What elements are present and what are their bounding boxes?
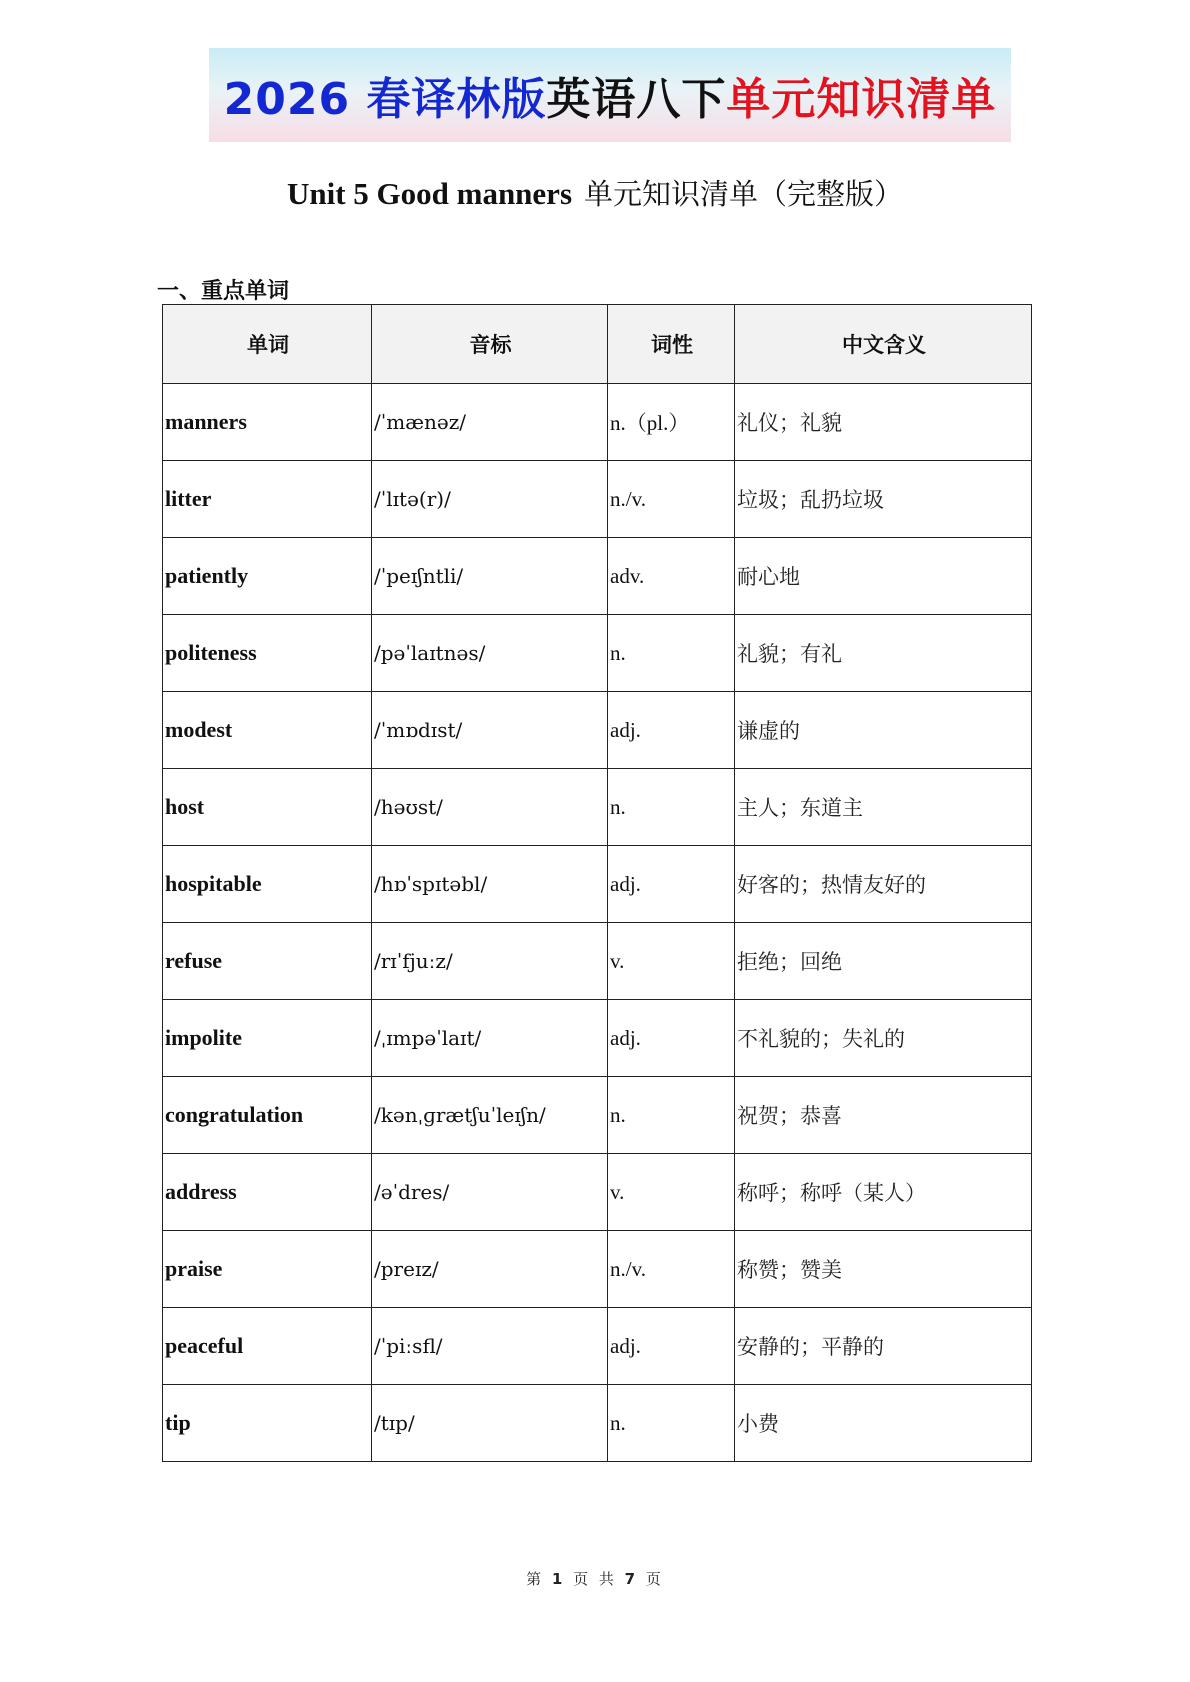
cell-phonetic: /əˈdres/	[372, 1154, 608, 1231]
page-footer	[0, 1568, 1190, 1589]
cell-word: modest	[163, 692, 372, 769]
document-title-cn: 单元知识清单（完整版）	[584, 177, 904, 211]
cell-part-of-speech: v.	[608, 923, 735, 1000]
cell-meaning: 谦虚的	[735, 692, 1032, 769]
cell-phonetic: /ˈmænəz/	[372, 384, 608, 461]
cell-phonetic: /ˈmɒdɪst/	[372, 692, 608, 769]
cell-word: praise	[163, 1231, 372, 1308]
section-heading: 一、重点单词	[157, 279, 290, 304]
cell-phonetic: /tɪp/	[372, 1385, 608, 1462]
banner-part-topic: 单元知识清单	[726, 74, 997, 125]
table-row	[163, 538, 1032, 615]
footer-total-pages: 7	[624, 1570, 639, 1588]
header-banner	[209, 48, 1011, 142]
cell-meaning: 不礼貌的；失礼的	[735, 1000, 1032, 1077]
cell-word: patiently	[163, 538, 372, 615]
table-row	[163, 846, 1032, 923]
cell-word: refuse	[163, 923, 372, 1000]
cell-word: tip	[163, 1385, 372, 1462]
cell-part-of-speech: n.（pl.）	[608, 384, 735, 461]
cell-meaning: 礼仪；礼貌	[735, 384, 1032, 461]
cell-meaning: 称呼；称呼（某人）	[735, 1154, 1032, 1231]
cell-part-of-speech: n./v.	[608, 461, 735, 538]
cell-word: congratulation	[163, 1077, 372, 1154]
cell-word: politeness	[163, 615, 372, 692]
cell-meaning: 礼貌；有礼	[735, 615, 1032, 692]
table-row	[163, 615, 1032, 692]
cell-meaning: 好客的；热情友好的	[735, 846, 1032, 923]
cell-part-of-speech: n.	[608, 1077, 735, 1154]
table-row	[163, 1154, 1032, 1231]
table-row	[163, 461, 1032, 538]
table-row	[163, 923, 1032, 1000]
cell-part-of-speech: n.	[608, 1385, 735, 1462]
document-title-en: Unit 5 Good manners	[286, 176, 573, 211]
cell-phonetic: /preɪz/	[372, 1231, 608, 1308]
cell-phonetic: /ˈlɪtə(r)/	[372, 461, 608, 538]
footer-suffix: 页	[645, 1570, 664, 1588]
cell-meaning: 拒绝；回绝	[735, 923, 1032, 1000]
footer-page-number: 1	[551, 1570, 566, 1588]
cell-meaning: 主人；东道主	[735, 769, 1032, 846]
table-row	[163, 692, 1032, 769]
cell-phonetic: /kənˌɡrætʃuˈleɪʃn/	[372, 1077, 608, 1154]
table-row	[163, 1308, 1032, 1385]
cell-word: hospitable	[163, 846, 372, 923]
cell-meaning: 耐心地	[735, 538, 1032, 615]
cell-meaning: 祝贺；恭喜	[735, 1077, 1032, 1154]
cell-meaning: 称赞；赞美	[735, 1231, 1032, 1308]
table-row	[163, 1231, 1032, 1308]
banner-part-edition: 2026 春译林版	[223, 74, 547, 125]
cell-phonetic: /ˌɪmpəˈlaɪt/	[372, 1000, 608, 1077]
cell-word: impolite	[163, 1000, 372, 1077]
cell-phonetic: /ˈpiːsfl/	[372, 1308, 608, 1385]
cell-phonetic: /ˈpeɪʃntli/	[372, 538, 608, 615]
table-row	[163, 769, 1032, 846]
cell-word: litter	[163, 461, 372, 538]
footer-prefix: 第	[526, 1570, 545, 1588]
table-row	[163, 1077, 1032, 1154]
cell-part-of-speech: adj.	[608, 846, 735, 923]
header-part-of-speech: 词性	[608, 305, 735, 384]
header-phonetic: 音标	[372, 305, 608, 384]
cell-word: manners	[163, 384, 372, 461]
table-row	[163, 1000, 1032, 1077]
cell-part-of-speech: adv.	[608, 538, 735, 615]
cell-word: address	[163, 1154, 372, 1231]
header-meaning: 中文含义	[735, 305, 1032, 384]
cell-word: host	[163, 769, 372, 846]
table-row	[163, 1385, 1032, 1462]
cell-part-of-speech: adj.	[608, 1000, 735, 1077]
table-body	[163, 384, 1032, 1462]
table-row	[163, 384, 1032, 461]
cell-meaning: 小费	[735, 1385, 1032, 1462]
footer-middle: 页 共	[573, 1570, 617, 1588]
cell-meaning: 垃圾；乱扔垃圾	[735, 461, 1032, 538]
vocabulary-table	[162, 304, 1032, 1462]
cell-part-of-speech: n.	[608, 769, 735, 846]
cell-part-of-speech: n.	[608, 615, 735, 692]
cell-meaning: 安静的；平静的	[735, 1308, 1032, 1385]
document-title	[0, 172, 1190, 213]
header-word: 单词	[163, 305, 372, 384]
table-header-row	[163, 305, 1032, 384]
cell-part-of-speech: adj.	[608, 692, 735, 769]
cell-phonetic: /hɒˈspɪtəbl/	[372, 846, 608, 923]
cell-word: peaceful	[163, 1308, 372, 1385]
cell-phonetic: /rɪˈfjuːz/	[372, 923, 608, 1000]
cell-phonetic: /pəˈlaɪtnəs/	[372, 615, 608, 692]
banner-part-subject: 英语八下	[546, 74, 727, 125]
cell-part-of-speech: adj.	[608, 1308, 735, 1385]
cell-part-of-speech: v.	[608, 1154, 735, 1231]
cell-phonetic: /həʊst/	[372, 769, 608, 846]
cell-part-of-speech: n./v.	[608, 1231, 735, 1308]
banner-title	[224, 63, 997, 127]
